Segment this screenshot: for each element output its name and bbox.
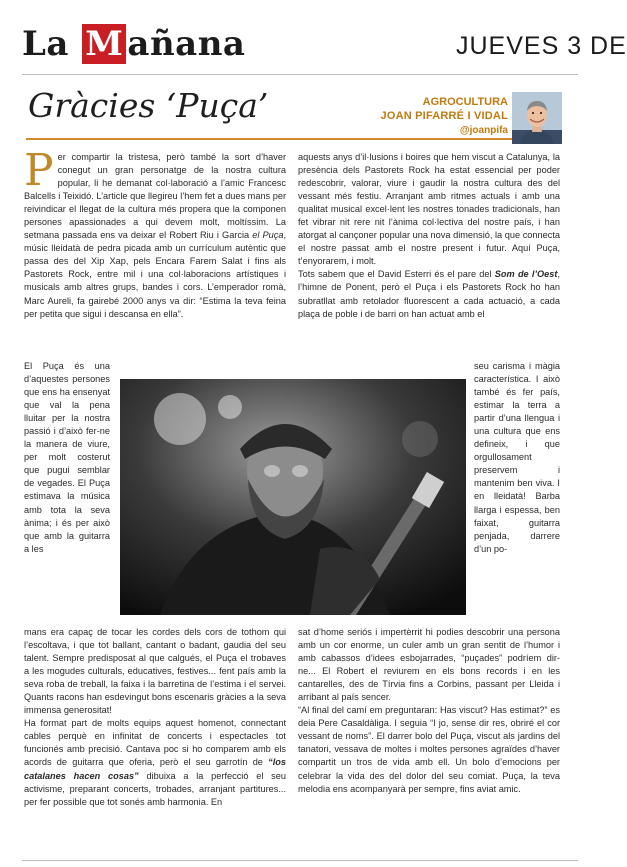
author-portrait-image	[512, 92, 562, 144]
musician-photo	[120, 379, 466, 615]
col1-text-b: , músic lleidatà de pedra picada amb un currículum autèntic que passa des del Xip Xap, pels Encara Farem Salat i fins als Pastorets Rock, entre mil i una col·laboracions artístiques i musicals amb altres grups, bandes i cors. L’emperador romà, Marc Aureli, fa gairebé 2000 anys va dir: “Estima la teva feina per petita que sigui i descansa en ella”.	[24, 230, 286, 319]
col2-paragraph-1: aquests anys d’il·lusions i boires que hem viscut a Catalunya, la presència dels Pastorets Rock ha estat essencial per poder redescobrir, valorar, viure i gaudir la nostra cultura des del vessant més festiu. Arranjant amb ritmes actuals i amb una qualitat musical excel·lent les nostres tonades tradicionals, han fet vibrar nit rere nit l’ànima col·lectiva del nostre país, i han atorgat al cançoner popular una nova dimensió, la que connecta el nostre passat amb el nostre present i futur. Aquí Puça, t’enyorarem, i molt.	[298, 152, 560, 267]
masthead	[0, 0, 627, 80]
bottom2-paragraph-2: “Al final del camí em preguntaran: Has viscut? Has estimat?” es deia Pere Casaldàliga. I seguia “I jo, sense dir res, obriré el cor vessant de noms”. El darrer bolo del Puça, viscut als jardins del tanatori, vessava de moltes i moltes persones agraïdes d’haver compartit un tros de vida amb ell. Un bolo d’emocions per celebrar la vida des del dolor del seu comiat. Puça, la teva melodia ens acompanyarà per sempre, fins aviat amic.	[298, 705, 560, 794]
bottom1-paragraph-1: mans era capaç de tocar les cordes dels cors de tothom qui l’escoltava, i que tot ballant, cantant o badant, gaudia del seu talent. Sempre predisposat al que calgués, el Puça el trobaves a les mogudes culturals, educatives, festives... fent país amb la seva roba de treball, la faixa i la barretina de l’estima i el servei. Quants racons han esdevingut bons escenaris gràcies a la seva immensa generositat!	[24, 627, 286, 716]
bottom1-text-b: dibuixa a la perfecció el seu activisme, preparant concerts, trobades, arranjant partitures... per fer possible que tot sonés amb harmonia. En	[24, 770, 286, 807]
col2-text-b: , l’himne de Ponent, però el Puça i els Pastorets Rock ho han subratllat amb retolador fluorescent a cada actuació, a cada plaça de poble i de barri on han actuat amb el	[298, 269, 560, 319]
logo-prefix: La	[22, 24, 82, 64]
right-wrap-text: seu carisma i màgia característica. I això també és fer país, estimar la terra a partir d’una llengua i una cultura que ens defineix, i que orgullosament preservem i mantenim ben viva. I en lleidatà! Barba llarga i espessa, ben faixat, guitarra penjada, darrere d’un po-	[474, 361, 560, 554]
col1-text-a: er compartir la tristesa, però també la sort d’haver conegut un gran personatge de la nostra cultura popular, li he demanat col·laboració a l’amic Francesc Balcells i Teixidó. L’article que llegireu l’hem fet a dues mans per reivindicar el llegat de la cultura més propera que la componen persones apassionades a qui devem molt, moltíssim. La setmana passada ens va deixar el Robert Riu i Garcia	[24, 152, 286, 241]
author-portrait	[512, 92, 562, 144]
left-wrap-text: El Puça és una d’aquestes persones que ens ha ensenyat que val la pena lluitar per la nostra passió i d’això fer-ne la manera de viure, per molt costerut que pugui semblar de vegades. El Puça estimava la música amb tota la seva ànima; i és per això que amb la guitarra a les	[24, 361, 110, 554]
col2-song-title: Som de l’Oest	[494, 269, 558, 280]
drop-cap: P	[24, 145, 54, 196]
col1-nickname: el Puça	[252, 230, 284, 241]
article-column-1	[24, 145, 286, 321]
masthead-divider	[22, 74, 578, 75]
author-name: JOAN PIFARRÉ I VIDAL	[380, 110, 508, 122]
logo-suffix: añana	[127, 24, 246, 64]
bottom2-paragraph-1: sat d’home seriós i impertèrrit hi podies descobrir una persona amb un cor enorme, un culer amb un gran sentit de l’humor i amb cabassos d’idees esbojarrades, “puçades” podríem dir-ne... El Robert el reviurem en els bons records i en les cantarelles, des de Tírvia fins a Corbins, passant per Lleida i arribant al país sencer.	[298, 627, 560, 703]
article-title: Gràcies ‘Puça’	[28, 86, 269, 125]
logo-m-badge: M	[82, 24, 126, 64]
bottom-column-2	[298, 626, 560, 796]
author-handle: @joanpifa	[459, 125, 508, 136]
col2-text-a: Tots sabem que el David Esterri és el pare del	[298, 269, 495, 280]
title-underline	[26, 138, 516, 140]
bottom1-quote: “los catalanes hacen cosas”	[24, 757, 286, 781]
article-photo	[120, 379, 466, 615]
bottom1-text-a: Ha format part de molts equips aquest homenot, connectant cables perquè en infinitat de concerts i espectacles tot funcionés amb precisió. Cantava poc si ho comparem amb els acords de guitarra que oferia, però el seu garrotín de	[24, 718, 286, 768]
bottom-column-1	[24, 626, 286, 809]
footer-divider	[22, 860, 578, 861]
article-column-2	[298, 151, 560, 321]
section-label: AGROCULTURA	[422, 96, 508, 108]
newspaper-logo	[22, 24, 245, 64]
edition-date: JUEVES 3 DE	[456, 32, 627, 60]
